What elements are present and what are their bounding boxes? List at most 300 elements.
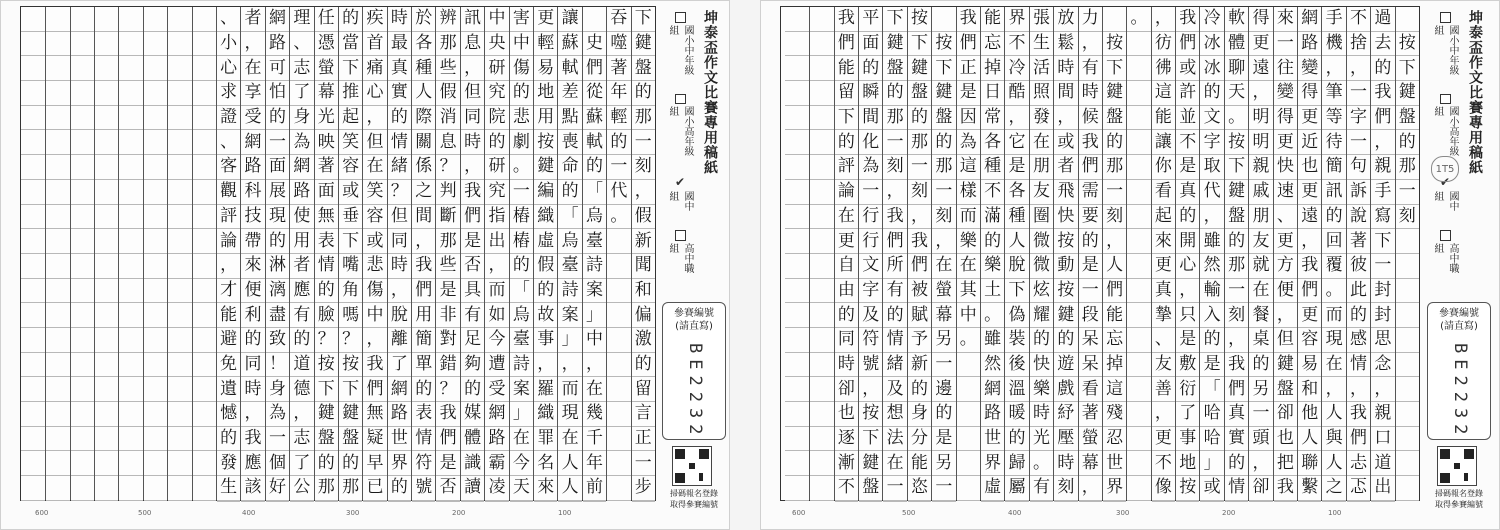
grid-cell: 千 (583, 427, 606, 452)
grid-cell: 之 (412, 180, 435, 205)
grid-cell: 網 (266, 7, 289, 32)
grid-cell: 致 (266, 328, 289, 353)
grid-cell: 機 (1322, 32, 1345, 57)
grid-cell: 著 (315, 155, 338, 180)
grid-cell (119, 377, 142, 402)
grid-cell: 哈 (1200, 402, 1223, 427)
grid-cell: 冰 (1200, 32, 1223, 57)
grid-cell: 在 (932, 254, 955, 279)
grid-cell (810, 427, 833, 452)
grid-cell: 一 (1274, 32, 1297, 57)
grid-cell: 逐 (835, 427, 858, 452)
grid-cell: 那 (315, 476, 338, 501)
grid-cell: 入 (1200, 303, 1223, 328)
grid-overflow (315, 501, 338, 502)
grid-overflow (363, 501, 386, 502)
grid-cell: 刻 (1054, 476, 1077, 501)
grid-cell (785, 205, 809, 230)
grid-cell: 地 (1176, 451, 1199, 476)
grid-cell: 一 (266, 130, 289, 155)
grid-cell: 在 (1030, 130, 1053, 155)
grid-cell (46, 7, 69, 32)
grid-cell: ， (1347, 377, 1370, 402)
grid-cell (21, 155, 45, 180)
checkbox-icon[interactable] (675, 94, 686, 105)
grid-cell (144, 377, 167, 402)
grid-cell: 人 (558, 451, 581, 476)
grid-cell: 盤 (1103, 106, 1126, 131)
grid-cell: 樣 (957, 180, 980, 205)
grid-cell: 卻 (835, 377, 858, 402)
grid-cell (193, 180, 216, 205)
grid-cell: 摯 (1152, 303, 1175, 328)
grid-cell: 字 (859, 279, 882, 304)
grid-cell: 或 (1200, 476, 1223, 501)
grid-cell: 但 (363, 130, 386, 155)
grid-cell: 也 (1298, 155, 1321, 180)
grid-cell: 遭 (485, 353, 508, 378)
grid-cell: 我 (1298, 254, 1321, 279)
grid-cell (119, 7, 142, 32)
grid-cell: 論 (835, 180, 858, 205)
grid-cell: 法 (883, 427, 906, 452)
grid-cell (168, 81, 191, 106)
grid-cell (1396, 476, 1419, 501)
grid-cell (1396, 328, 1419, 353)
grid-cell: 任 (315, 7, 338, 32)
grid-cell: 下 (908, 32, 931, 57)
grid-cell: 恣 (908, 476, 931, 501)
grid-cell: 了 (290, 451, 313, 476)
grid-cell: 衍 (1176, 377, 1199, 402)
grid-cell: 敷 (1176, 353, 1199, 378)
grid-cell: 發 (217, 451, 240, 476)
grid-cell: 道 (1371, 451, 1394, 476)
checkbox-icon[interactable] (1440, 94, 1451, 105)
grid-cell: 情 (883, 328, 906, 353)
grid-cell (193, 56, 216, 81)
grid-cell (168, 32, 191, 57)
grid-overflow (558, 501, 581, 502)
grid-cell: 忑 (1347, 476, 1370, 501)
grid-cell (957, 476, 980, 501)
grid-cell: 不 (1347, 7, 1370, 32)
grid-cell: 於 (412, 7, 435, 32)
check-mark-icon[interactable]: ✔ (673, 175, 687, 190)
grid-column (1004, 7, 1028, 500)
grid-cell: 用 (290, 229, 313, 254)
grid-cell: 樂 (957, 229, 980, 254)
grid-cell: ？ (436, 155, 459, 180)
grid-cell (810, 180, 833, 205)
grid-cell: 界 (388, 451, 411, 476)
grid-cell: 而 (485, 279, 508, 304)
grid-cell (46, 427, 69, 452)
grid-cell: 現 (558, 402, 581, 427)
option-elementary-upper[interactable]: 國小高年級組 (664, 94, 696, 166)
grid-cell: 微 (1030, 229, 1053, 254)
grid-cell: 變 (1274, 81, 1297, 106)
grid-cell: 一 (883, 130, 906, 155)
grid-cell: 步 (632, 476, 655, 501)
grid-cell: 詩 (510, 353, 533, 378)
grid-column (387, 7, 411, 500)
grid-cell: 留 (835, 81, 858, 106)
grid-cell: 忐 (1347, 451, 1370, 476)
grid-cell: 文 (1200, 106, 1223, 131)
grid-cell: 這 (1103, 377, 1126, 402)
grid-cell: 是 (957, 81, 980, 106)
grid-cell: 烏 (583, 205, 606, 230)
grid-cell: 鍵 (1396, 81, 1419, 106)
grid-cell: 那 (436, 32, 459, 57)
grid-cell: 案 (583, 279, 606, 304)
grid-cell: 者 (290, 254, 313, 279)
grid-cell: ， (1079, 476, 1102, 501)
grid-cell: 口 (1371, 427, 1394, 452)
grid-cell: ！ (266, 353, 289, 378)
grid-cell: 怕 (266, 81, 289, 106)
grid-cell: 研 (485, 155, 508, 180)
grid-cell: 網 (388, 377, 411, 402)
grid-cell: 一 (859, 180, 882, 205)
registration-box: 參賽編號 (請直寫) BE2232 (1427, 302, 1491, 440)
grid-cell (1127, 402, 1150, 427)
grid-cell (193, 377, 216, 402)
grid-column (956, 7, 980, 500)
grid-overflow (1225, 501, 1248, 502)
grid-cell: 然 (1200, 254, 1223, 279)
grid-cell: 這 (1152, 81, 1175, 106)
grid-cell: 同 (388, 229, 411, 254)
grid-overflow (388, 501, 411, 502)
grid-cell: 鬆 (1054, 32, 1077, 57)
grid-column (460, 7, 484, 500)
grid-cell (119, 451, 142, 476)
grid-cell (785, 32, 809, 57)
grid-cell: 更 (835, 229, 858, 254)
grid-cell: 痛 (363, 56, 386, 81)
grid-cell (95, 476, 118, 501)
option-junior-high[interactable]: ✔ 國中組 (667, 175, 693, 212)
grid-cell: 的 (315, 451, 338, 476)
grid-cell: 路 (388, 402, 411, 427)
qr-code-icon[interactable] (1437, 446, 1477, 486)
grid-cell: ， (1225, 328, 1248, 353)
grid-cell: 下 (1396, 56, 1419, 81)
grid-cell: 下 (632, 7, 655, 32)
grid-cell (95, 377, 118, 402)
grid-cell: 憾 (217, 402, 240, 427)
grid-cell (785, 476, 809, 501)
grid-cell: 就 (1249, 254, 1272, 279)
grid-column (631, 7, 655, 500)
grid-cell: 和 (1298, 377, 1321, 402)
checkbox-icon[interactable] (675, 12, 686, 23)
grid-cell: 更 (1152, 427, 1175, 452)
grid-cell: 和 (632, 279, 655, 304)
registration-code: BE2232 (685, 343, 705, 441)
grid-column (1297, 7, 1321, 500)
grid-cell: 院 (485, 106, 508, 131)
grid-cell (46, 205, 69, 230)
grid-column (931, 7, 955, 500)
grid-cell: 是 (1200, 353, 1223, 378)
grid-cell: 朋 (1249, 205, 1272, 230)
grid-cell: 我 (835, 7, 858, 32)
grid-cell: 聊 (1225, 56, 1248, 81)
grid-cell: 息 (436, 130, 459, 155)
grid-cell: 人 (1005, 229, 1028, 254)
grid-column (289, 7, 313, 500)
grid-cell (144, 451, 167, 476)
grid-cell: 捨 (1347, 32, 1370, 57)
grid-cell: 界 (981, 451, 1004, 476)
grid-cell (71, 402, 94, 427)
grid-cell: 在 (510, 427, 533, 452)
grid-cell: 世 (388, 427, 411, 452)
grid-cell: ， (1103, 229, 1126, 254)
grid-cell: 蘇 (583, 106, 606, 131)
grid-cell (168, 377, 191, 402)
grid-cell: ， (583, 353, 606, 378)
grid-cell (193, 7, 216, 32)
grid-cell: 情 (1347, 353, 1370, 378)
grid-cell: 及 (883, 377, 906, 402)
grid-cell: 活 (1030, 56, 1053, 81)
checkbox-icon[interactable] (675, 230, 686, 241)
grid-cell (21, 451, 45, 476)
grid-cell: 光 (1030, 427, 1053, 452)
grid-cell: 辨 (436, 7, 459, 32)
grid-cell (71, 377, 94, 402)
grid-cell: 明 (1249, 106, 1272, 131)
grid-cell: 幾 (583, 402, 606, 427)
grid-cell: 央 (485, 32, 508, 57)
grid-cell (957, 427, 980, 452)
grid-cell: 臺 (558, 254, 581, 279)
grid-cell: 下 (339, 377, 362, 402)
grid-cell: 代 (1200, 180, 1223, 205)
grid-cell: 回 (1322, 229, 1345, 254)
grid-cell (168, 229, 191, 254)
checkbox-icon[interactable] (1440, 12, 1451, 23)
grid-cell: 時 (388, 254, 411, 279)
grid-cell (1127, 427, 1150, 452)
grid-cell: 得 (1249, 7, 1272, 32)
option-senior-high[interactable]: 高中職組 (1429, 230, 1461, 282)
grid-cell: 的 (1200, 81, 1223, 106)
grid-overflow (859, 501, 882, 502)
grid-cell (71, 130, 94, 155)
grid-cell (95, 427, 118, 452)
checkbox-icon[interactable] (1440, 230, 1451, 241)
grid-cell: 筆 (1322, 81, 1345, 106)
grid-cell: 的 (339, 7, 362, 32)
grid-cell: 的 (534, 279, 557, 304)
qr-code-icon[interactable] (672, 446, 712, 486)
grid-cell: 戚 (1249, 180, 1272, 205)
grid-cell: 按 (932, 32, 955, 57)
grid-cell: 著 (1347, 229, 1370, 254)
grid-cell: 那 (1396, 155, 1419, 180)
grid-overflow (461, 501, 484, 502)
grid-cell: 的 (1225, 229, 1248, 254)
check-mark-icon[interactable]: ✔ (1438, 175, 1452, 190)
grid-cell: 個 (266, 451, 289, 476)
grid-cell (168, 427, 191, 452)
grid-cell: 具 (461, 279, 484, 304)
grid-column (411, 7, 435, 500)
grid-cell: 在 (883, 451, 906, 476)
grid-cell (810, 476, 833, 501)
grid-cell: 為 (957, 130, 980, 155)
grid-cell: 下 (835, 106, 858, 131)
grid-cell: 的 (632, 81, 655, 106)
grid-cell: 們 (835, 32, 858, 57)
grid-cell (119, 402, 142, 427)
grid-cell (144, 155, 167, 180)
grid-cell (193, 427, 216, 452)
grid-column (1053, 7, 1077, 500)
grid-cell (46, 130, 69, 155)
grid-cell: 受 (485, 377, 508, 402)
grid-cell: 真 (1225, 402, 1248, 427)
grid-cell (119, 279, 142, 304)
grid-cell: 們 (908, 254, 931, 279)
grid-cell: 在 (1322, 353, 1345, 378)
grid-cell: 笑 (363, 180, 386, 205)
grid-cell: 善 (1152, 377, 1175, 402)
grid-cell: 行 (859, 205, 882, 230)
grid-overflow (412, 501, 435, 502)
grid-overflow (1176, 501, 1199, 502)
grid-cell (46, 106, 69, 131)
grid-cell: 訴 (1347, 180, 1370, 205)
grid-cell: 悲 (510, 106, 533, 131)
grid-cell: 假 (436, 81, 459, 106)
grid-cell (21, 7, 45, 32)
grid-cell: 樁 (510, 205, 533, 230)
grid-cell: 。 (510, 155, 533, 180)
grid-cell (810, 130, 833, 155)
grid-cell: 的 (632, 353, 655, 378)
grid-cell: 一 (607, 155, 630, 180)
grid-cell: 激 (632, 328, 655, 353)
grid-cell: ， (1152, 7, 1175, 32)
grid-cell: 利 (241, 303, 264, 328)
grid-cell: 的 (908, 106, 931, 131)
grid-cell: 的 (290, 328, 313, 353)
grid-cell: 一 (883, 476, 906, 501)
option-elementary-middle[interactable]: 國小中年級組 (664, 12, 696, 84)
grid-cell (1396, 402, 1419, 427)
grid-cell: 們 (1371, 106, 1394, 131)
grid-cell: 一 (932, 180, 955, 205)
grid-cell: 那 (908, 130, 931, 155)
grid-cell: 息 (461, 32, 484, 57)
grid-cell: 受 (241, 106, 264, 131)
grid-cell: 紓 (1054, 402, 1077, 427)
grid-cell: 下 (339, 229, 362, 254)
grid-overflow (1249, 501, 1272, 502)
grid-cell (21, 427, 45, 452)
option-junior-high[interactable]: ✔ 國中組 (1432, 175, 1458, 212)
grid-cell: 的 (908, 377, 931, 402)
grid-cell: 的 (388, 106, 411, 131)
option-elementary-upper[interactable]: 國小高年級組 (1429, 94, 1461, 166)
grid-cell: 離 (388, 328, 411, 353)
grid-cell: ， (412, 229, 435, 254)
grid-cell (810, 377, 833, 402)
grid-cell: 錯 (436, 353, 459, 378)
grid-cell: 享 (241, 81, 264, 106)
grid-cell (932, 7, 955, 32)
grid-cell: 忍 (1103, 427, 1126, 452)
grid-cell: 。 (1225, 106, 1248, 131)
grid-cell: 鍵 (1054, 303, 1077, 328)
grid-cell: 中 (583, 328, 606, 353)
grid-cell: 各 (1005, 180, 1028, 205)
grid-cell: 輸 (1200, 279, 1223, 304)
grid-cell (810, 205, 833, 230)
grid-cell: 者 (1054, 155, 1077, 180)
grid-cell: 一 (1225, 279, 1248, 304)
grid-cell: 戲 (1054, 377, 1077, 402)
grid-cell: 輕 (534, 32, 557, 57)
grid-cell (957, 353, 980, 378)
grid-cell (144, 303, 167, 328)
grid-cell (1127, 81, 1150, 106)
grid-cell: 案 (510, 377, 533, 402)
grid-cell (46, 56, 69, 81)
grid-cell (119, 32, 142, 57)
grid-cell (144, 106, 167, 131)
grid-cell: 那 (883, 106, 906, 131)
grid-cell: ， (1152, 402, 1175, 427)
grid-cell (46, 476, 69, 501)
grid-cell: 心 (217, 56, 240, 81)
grid-cell: 我 (883, 205, 906, 230)
grid-cell (46, 328, 69, 353)
grid-cell: 係 (412, 155, 435, 180)
grid-column (858, 7, 882, 500)
grid-cell: 是 (932, 427, 955, 452)
grid-cell: 鍵 (1103, 81, 1126, 106)
grid-cell (95, 402, 118, 427)
grid-cell: 鍵 (534, 155, 557, 180)
grid-cell: 人 (1103, 254, 1126, 279)
grid-cell: 時 (1030, 402, 1053, 427)
grid-cell: 看 (1152, 180, 1175, 205)
grid-cell: 樂 (1030, 377, 1053, 402)
grid-cell (810, 451, 833, 476)
grid-cell: 凌 (485, 476, 508, 501)
grid-cell: 媒 (461, 402, 484, 427)
grid-cell (95, 56, 118, 81)
grid-cell: 才 (217, 279, 240, 304)
grid-cell: 喪 (558, 130, 581, 155)
grid-cell: 暖 (1005, 402, 1028, 427)
grid-cell: 盤 (339, 427, 362, 452)
option-elementary-middle[interactable]: 國小中年級組 (1429, 12, 1461, 84)
sheet-title: 坤泰盃作文比賽專用稿紙 (702, 10, 718, 175)
grid-cell: 得 (1298, 81, 1321, 106)
grid-cell (144, 130, 167, 155)
grid-cell: 言 (632, 402, 655, 427)
option-senior-high[interactable]: 高中職組 (664, 230, 696, 282)
grid-overflow (1079, 501, 1102, 502)
